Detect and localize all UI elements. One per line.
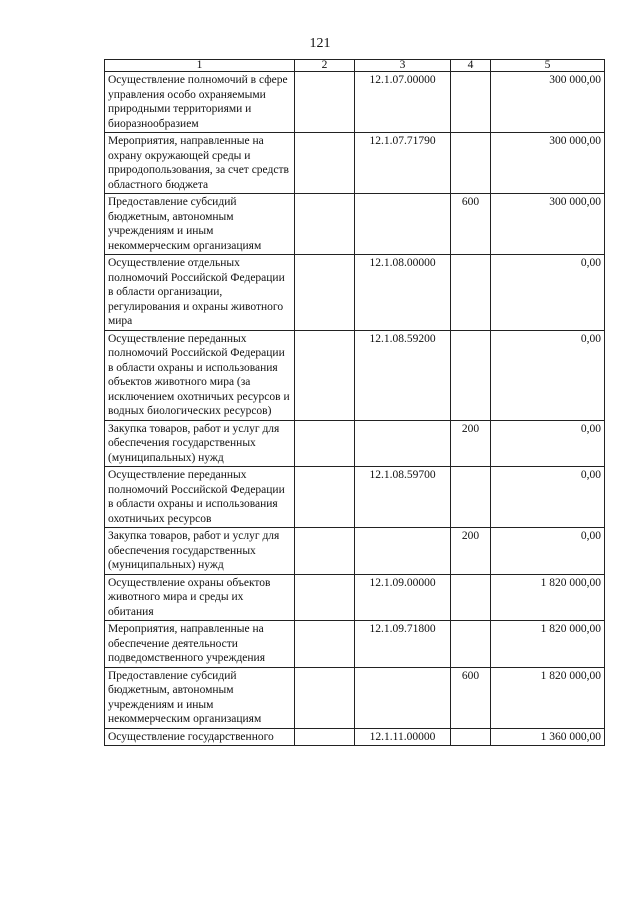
column-header: 2 [295, 60, 355, 72]
row-type [451, 72, 491, 133]
row-code: 12.1.09.00000 [355, 574, 451, 621]
column-header: 4 [451, 60, 491, 72]
row-name: Осуществление переданных полномочий Российской Федерации в области охраны и использования объектов животного мира (за исключением охотничьих ресурсов и водных биологических ресурсов) [105, 330, 295, 420]
row-type [451, 255, 491, 331]
column-header: 5 [491, 60, 605, 72]
row-code: 12.1.11.00000 [355, 728, 451, 746]
table-row [105, 194, 605, 255]
row-amount: 0,00 [491, 330, 605, 420]
row-type: 600 [451, 194, 491, 255]
row-name: Закупка товаров, работ и услуг для обеспечения государственных (муниципальных) нужд [105, 420, 295, 467]
table-row [105, 467, 605, 528]
row-amount: 1 820 000,00 [491, 574, 605, 621]
row-code [355, 194, 451, 255]
table-row [105, 621, 605, 668]
row-col2 [295, 255, 355, 331]
row-col2 [295, 133, 355, 194]
row-type [451, 330, 491, 420]
table-row [105, 133, 605, 194]
row-name: Предоставление субсидий бюджетным, автономным учреждениям и иным некоммерческим организациям [105, 194, 295, 255]
row-col2 [295, 194, 355, 255]
row-name: Мероприятия, направленные на обеспечение деятельности подведомственного учреждения [105, 621, 295, 668]
row-type [451, 574, 491, 621]
row-code: 12.1.07.71790 [355, 133, 451, 194]
row-name: Закупка товаров, работ и услуг для обеспечения государственных (муниципальных) нужд [105, 528, 295, 575]
row-type [451, 621, 491, 668]
row-col2 [295, 667, 355, 728]
row-name: Осуществление охраны объектов животного мира и среды их обитания [105, 574, 295, 621]
page-number: 121 [309, 36, 331, 51]
row-type [451, 133, 491, 194]
row-type: 200 [451, 420, 491, 467]
column-header: 1 [105, 60, 295, 72]
row-code: 12.1.08.59200 [355, 330, 451, 420]
row-col2 [295, 72, 355, 133]
table-header-row [105, 60, 605, 72]
row-amount: 0,00 [491, 528, 605, 575]
row-name: Осуществление полномочий в сфере управления особо охраняемыми природными территориями и биоразнообразием [105, 72, 295, 133]
row-amount: 300 000,00 [491, 133, 605, 194]
row-code: 12.1.09.71800 [355, 621, 451, 668]
row-amount: 1 360 000,00 [491, 728, 605, 746]
row-amount: 300 000,00 [491, 72, 605, 133]
row-code: 12.1.08.00000 [355, 255, 451, 331]
row-code [355, 420, 451, 467]
table-row [105, 728, 605, 746]
table-row [105, 330, 605, 420]
row-name: Мероприятия, направленные на охрану окружающей среды и природопользования, за счет средств областного бюджета [105, 133, 295, 194]
column-header: 3 [355, 60, 451, 72]
row-amount: 0,00 [491, 467, 605, 528]
row-type: 600 [451, 667, 491, 728]
row-amount: 1 820 000,00 [491, 667, 605, 728]
row-col2 [295, 621, 355, 668]
row-type [451, 467, 491, 528]
row-type [451, 728, 491, 746]
row-col2 [295, 528, 355, 575]
table-row [105, 528, 605, 575]
row-name: Осуществление отдельных полномочий Российской Федерации в области организации, регулирования и охраны животного мира [105, 255, 295, 331]
row-col2 [295, 467, 355, 528]
row-code [355, 528, 451, 575]
row-amount: 0,00 [491, 255, 605, 331]
budget-table [104, 59, 605, 746]
row-code: 12.1.08.59700 [355, 467, 451, 528]
table-row [105, 574, 605, 621]
row-name: Осуществление переданных полномочий Российской Федерации в области охраны и использования охотничьих ресурсов [105, 467, 295, 528]
table-row [105, 72, 605, 133]
table-row [105, 255, 605, 331]
row-col2 [295, 728, 355, 746]
row-amount: 0,00 [491, 420, 605, 467]
row-col2 [295, 420, 355, 467]
row-name: Предоставление субсидий бюджетным, автономным учреждениям и иным некоммерческим организациям [105, 667, 295, 728]
table-row [105, 420, 605, 467]
row-code [355, 667, 451, 728]
row-name: Осуществление государственного [105, 728, 295, 746]
row-type: 200 [451, 528, 491, 575]
row-code: 12.1.07.00000 [355, 72, 451, 133]
table-row [105, 667, 605, 728]
row-amount: 1 820 000,00 [491, 621, 605, 668]
row-col2 [295, 330, 355, 420]
row-amount: 300 000,00 [491, 194, 605, 255]
row-col2 [295, 574, 355, 621]
